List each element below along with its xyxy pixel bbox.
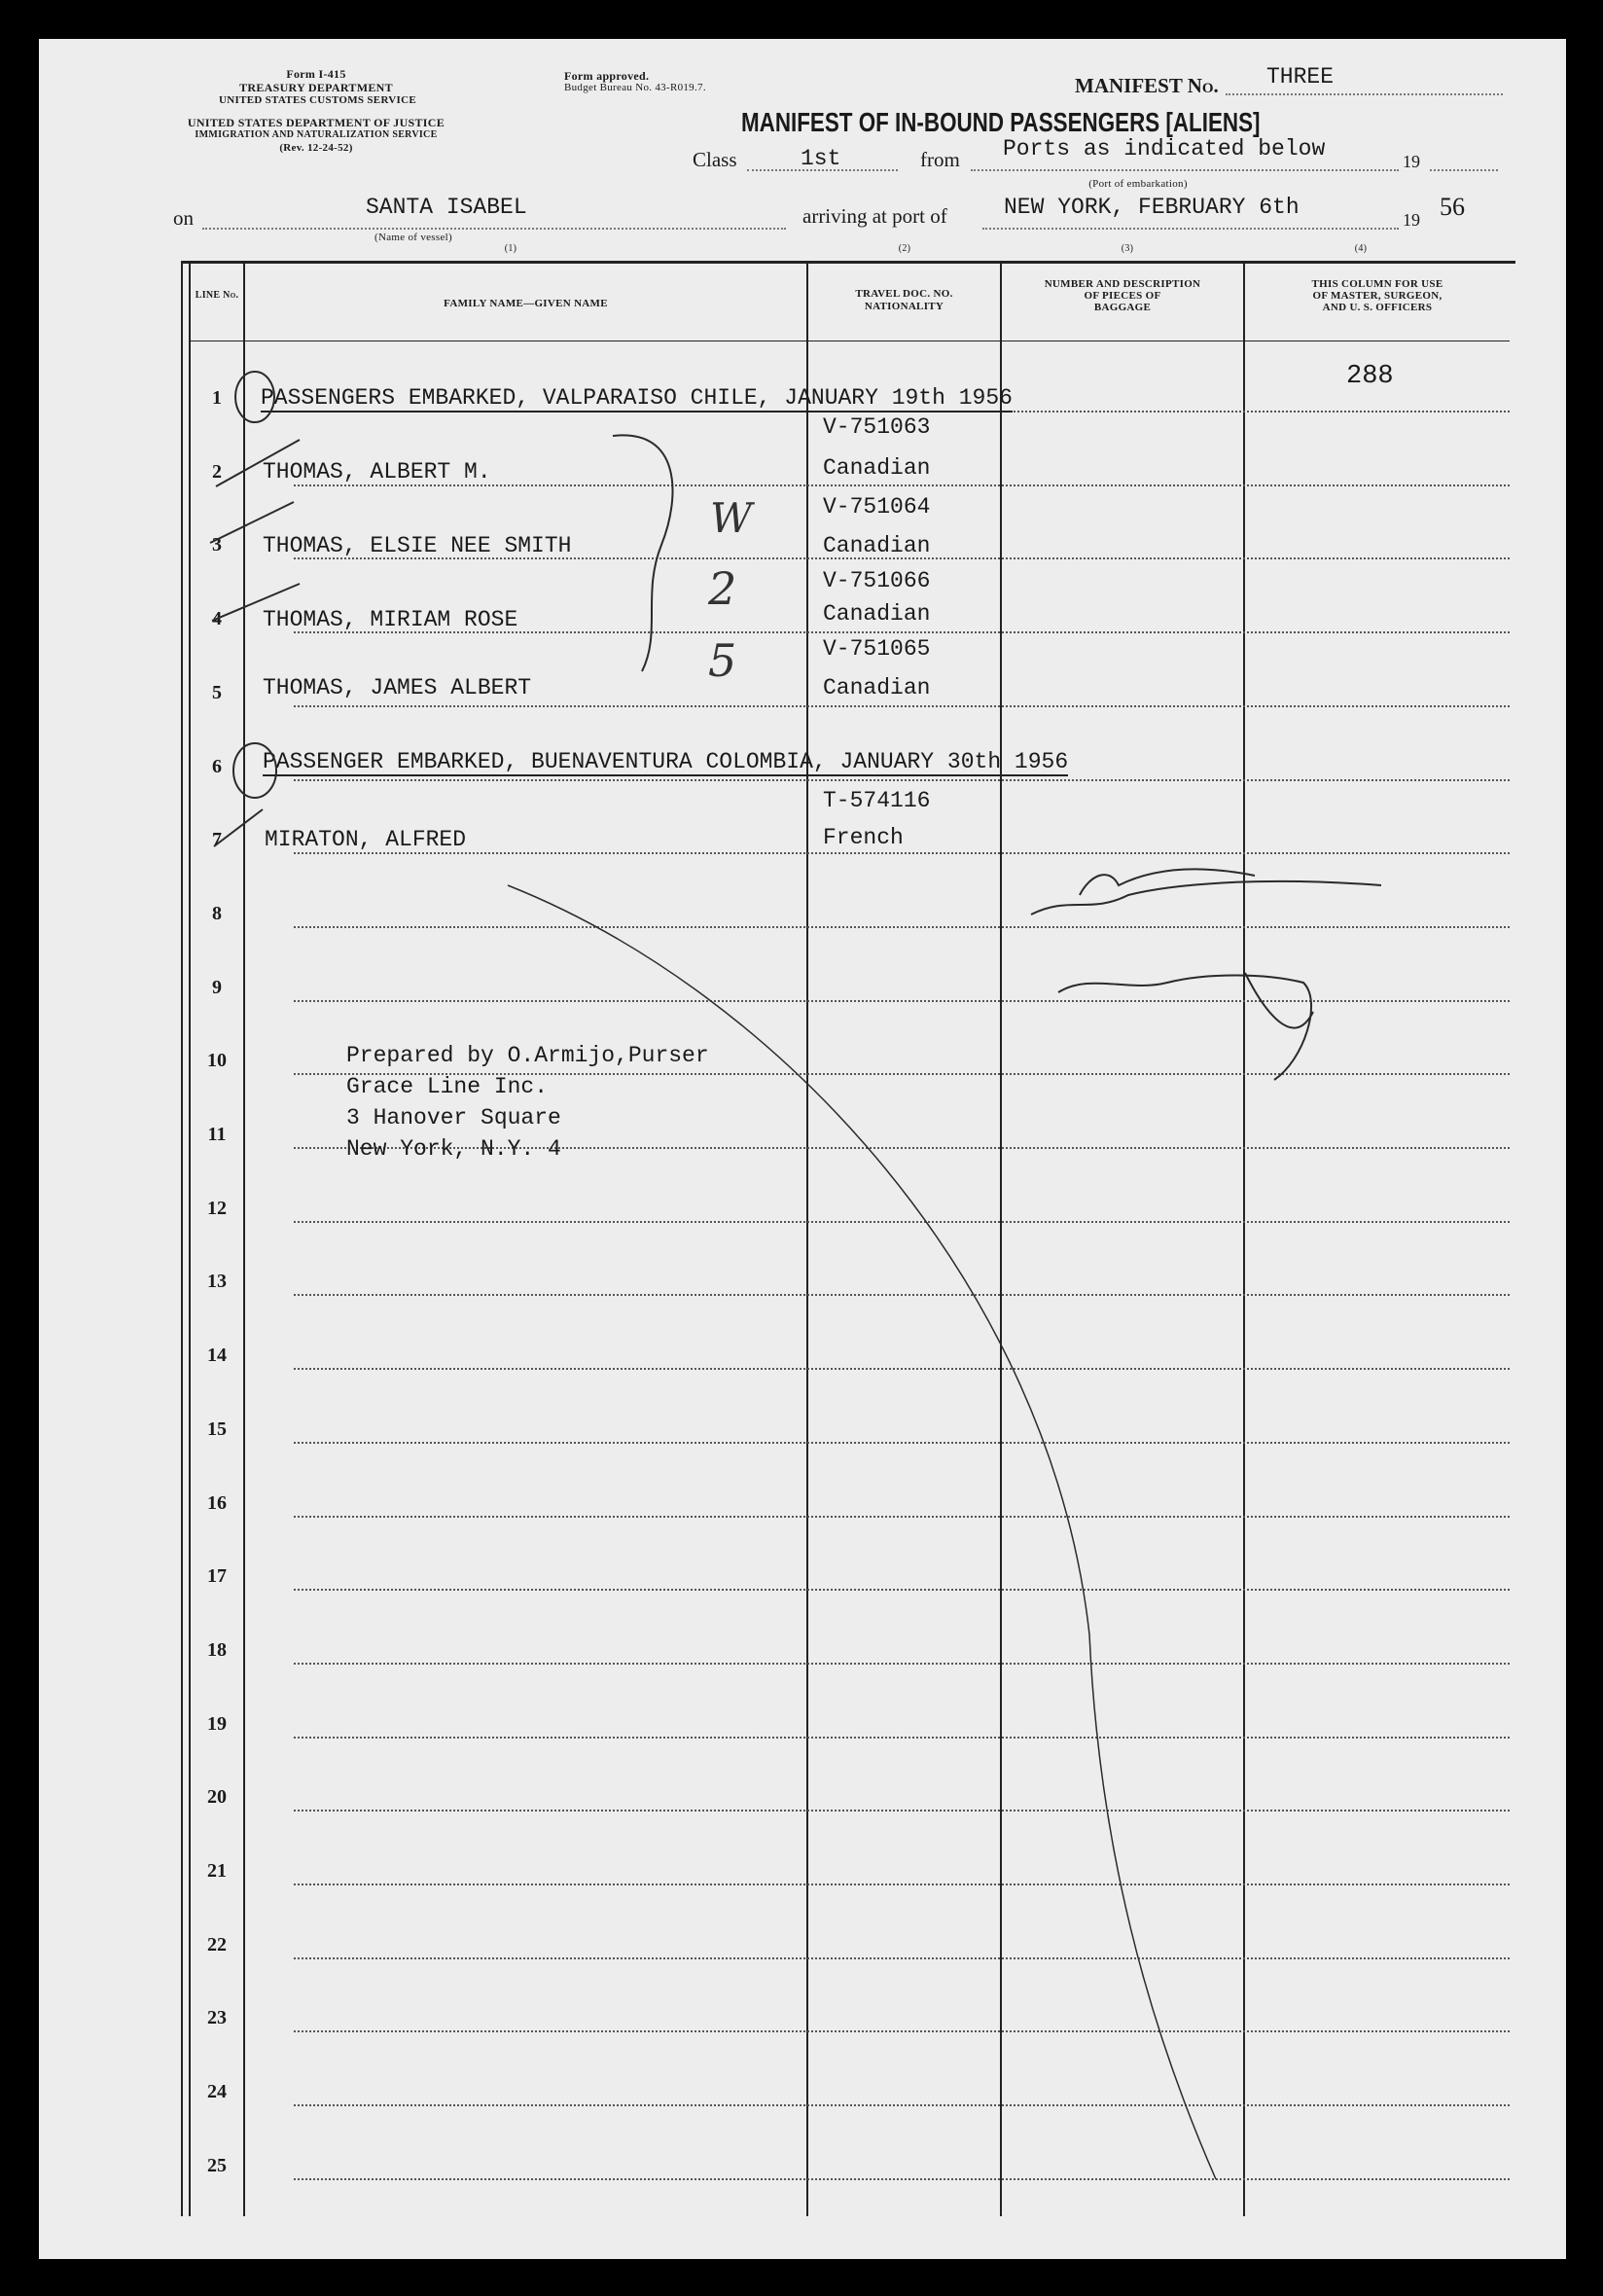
row-number: 3 <box>212 534 222 556</box>
row-number: 4 <box>212 608 222 630</box>
row-number: 8 <box>212 902 222 924</box>
row-number: 5 <box>212 681 222 703</box>
col-officer-header-1: THIS COLUMN FOR USE <box>1311 278 1443 290</box>
nationality-7: French <box>823 825 904 850</box>
prepared-by: Prepared by O.Armijo,Purser <box>346 1043 709 1068</box>
arriving-label: arriving at port of <box>802 204 947 228</box>
col-officer-header-2: OF MASTER, SURGEON, <box>1312 290 1443 302</box>
row-number: 21 <box>207 1860 227 1882</box>
row-number: 13 <box>207 1271 227 1293</box>
justice-dept: UNITED STATES DEPARTMENT OF JUSTICE <box>187 116 445 129</box>
on-label: on <box>173 206 194 230</box>
manifest-no-label: MANIFEST No. <box>1075 74 1219 97</box>
row-number: 19 <box>207 1712 227 1735</box>
budget-bureau: Budget Bureau No. 43-R019.7. <box>564 82 706 93</box>
embark-caption: (Port of embarkation) <box>1088 178 1188 190</box>
embark-header-1: PASSENGERS EMBARKED, VALPARAISO CHILE, JANUARY 19th 1956 <box>261 385 1013 411</box>
stamp-number: 288 <box>1346 362 1394 391</box>
caption-2: (2) <box>898 243 911 254</box>
year-prefix-1: 19 <box>1403 152 1420 171</box>
signature-1 <box>1031 881 1381 915</box>
customs-service: UNITED STATES CUSTOMS SERVICE <box>219 94 417 106</box>
col-baggage-header-1: NUMBER AND DESCRIPTION <box>1044 278 1201 290</box>
passenger-name-2: THOMAS, ALBERT M. <box>263 459 491 484</box>
arrival-port-date: NEW YORK, FEBRUARY 6th <box>1004 195 1300 220</box>
signature-2 <box>1245 973 1313 1028</box>
vessel-name: SANTA ISABEL <box>366 195 527 220</box>
diagonal-line <box>508 885 1216 2179</box>
handwritten-w: W <box>710 494 753 542</box>
col-baggage-header-3: BAGGAGE <box>1093 302 1152 313</box>
manifest-no: THREE <box>1266 64 1335 90</box>
row-number: 7 <box>212 829 222 851</box>
circle-mark-line-1 <box>235 372 274 422</box>
travel-doc-2: V-751063 <box>823 414 931 440</box>
row-number: 22 <box>207 1933 227 1955</box>
row-number: 12 <box>207 1197 227 1219</box>
handwritten-2: 2 <box>708 562 737 615</box>
embark-header-2: PASSENGER EMBARKED, BUENAVENTURA COLOMBIA, JANUARY 30th 1956 <box>263 749 1069 774</box>
revision: (Rev. 12-24-52) <box>279 142 353 154</box>
col-baggage-header-2: OF PIECES OF <box>1084 290 1161 302</box>
ins-service: IMMIGRATION AND NATURALIZATION SERVICE <box>195 129 438 140</box>
col-name-header: FAMILY NAME—GIVEN NAME <box>444 298 608 309</box>
row-number: 23 <box>207 2007 227 2029</box>
caption-3: (3) <box>1121 243 1134 254</box>
signature-2 <box>1058 976 1311 1081</box>
passenger-name-3: THOMAS, ELSIE NEE SMITH <box>263 533 572 558</box>
tick-mark <box>214 809 263 846</box>
row-number: 11 <box>207 1124 227 1145</box>
row-number: 10 <box>207 1050 227 1072</box>
from-label: from <box>920 148 960 171</box>
circle-mark-line-6 <box>233 743 276 798</box>
row-number: 15 <box>207 1417 227 1440</box>
form-number: Form I-415 <box>286 67 346 81</box>
row-number: 1 <box>212 387 222 409</box>
nationality-2: Canadian <box>823 455 931 481</box>
row-number: 14 <box>207 1345 227 1367</box>
class-value: 1st <box>801 146 841 171</box>
row-number: 16 <box>207 1491 227 1514</box>
row-number: 2 <box>212 460 222 483</box>
row-number: 25 <box>207 2154 227 2176</box>
handwritten-5: 5 <box>708 634 737 687</box>
caption-1: (1) <box>504 243 517 254</box>
manifest-title: MANIFEST OF IN-BOUND PASSENGERS [ALIENS] <box>741 107 1261 137</box>
company-city: New York, N.Y. 4 <box>346 1136 561 1162</box>
col-travel-header-2: NATIONALITY <box>864 301 944 312</box>
row-number: 17 <box>207 1565 227 1588</box>
travel-doc-3: V-751064 <box>823 494 931 520</box>
company-name: Grace Line Inc. <box>346 1074 549 1099</box>
vessel-caption: (Name of vessel) <box>374 232 452 243</box>
class-label: Class <box>693 148 737 171</box>
passenger-name-4: THOMAS, MIRIAM ROSE <box>263 607 518 632</box>
bracket-mark <box>613 435 673 671</box>
col-travel-header-1: TRAVEL DOC. NO. <box>855 288 953 300</box>
year-suffix-2: 56 <box>1440 193 1465 221</box>
row-number: 20 <box>207 1786 227 1809</box>
manifest-page <box>39 39 1566 2259</box>
company-street: 3 Hanover Square <box>346 1105 561 1130</box>
from-value: Ports as indicated below <box>1003 136 1326 161</box>
row-number: 24 <box>207 2081 227 2103</box>
passenger-name-7: MIRATON, ALFRED <box>265 827 467 852</box>
nationality-5: Canadian <box>823 675 931 700</box>
form-approved: Form approved. <box>564 69 650 83</box>
pen-marks <box>39 39 1566 2259</box>
col-line-header: LINE No. <box>195 290 239 301</box>
travel-doc-7: T-574116 <box>823 788 931 813</box>
nationality-4: Canadian <box>823 601 931 627</box>
caption-4: (4) <box>1354 243 1368 254</box>
tick-mark <box>210 502 294 543</box>
passenger-name-5: THOMAS, JAMES ALBERT <box>263 675 532 700</box>
col-officer-header-3: AND U. S. OFFICERS <box>1322 302 1433 313</box>
row-number: 6 <box>212 755 222 777</box>
row-number: 18 <box>207 1638 227 1661</box>
year-prefix-2: 19 <box>1403 210 1420 230</box>
travel-doc-4: V-751066 <box>823 568 931 593</box>
tick-mark <box>212 584 300 621</box>
nationality-3: Canadian <box>823 533 931 558</box>
row-number: 9 <box>212 976 222 998</box>
travel-doc-5: V-751065 <box>823 636 931 662</box>
treasury-dept: TREASURY DEPARTMENT <box>239 81 393 94</box>
tick-mark <box>216 440 300 486</box>
